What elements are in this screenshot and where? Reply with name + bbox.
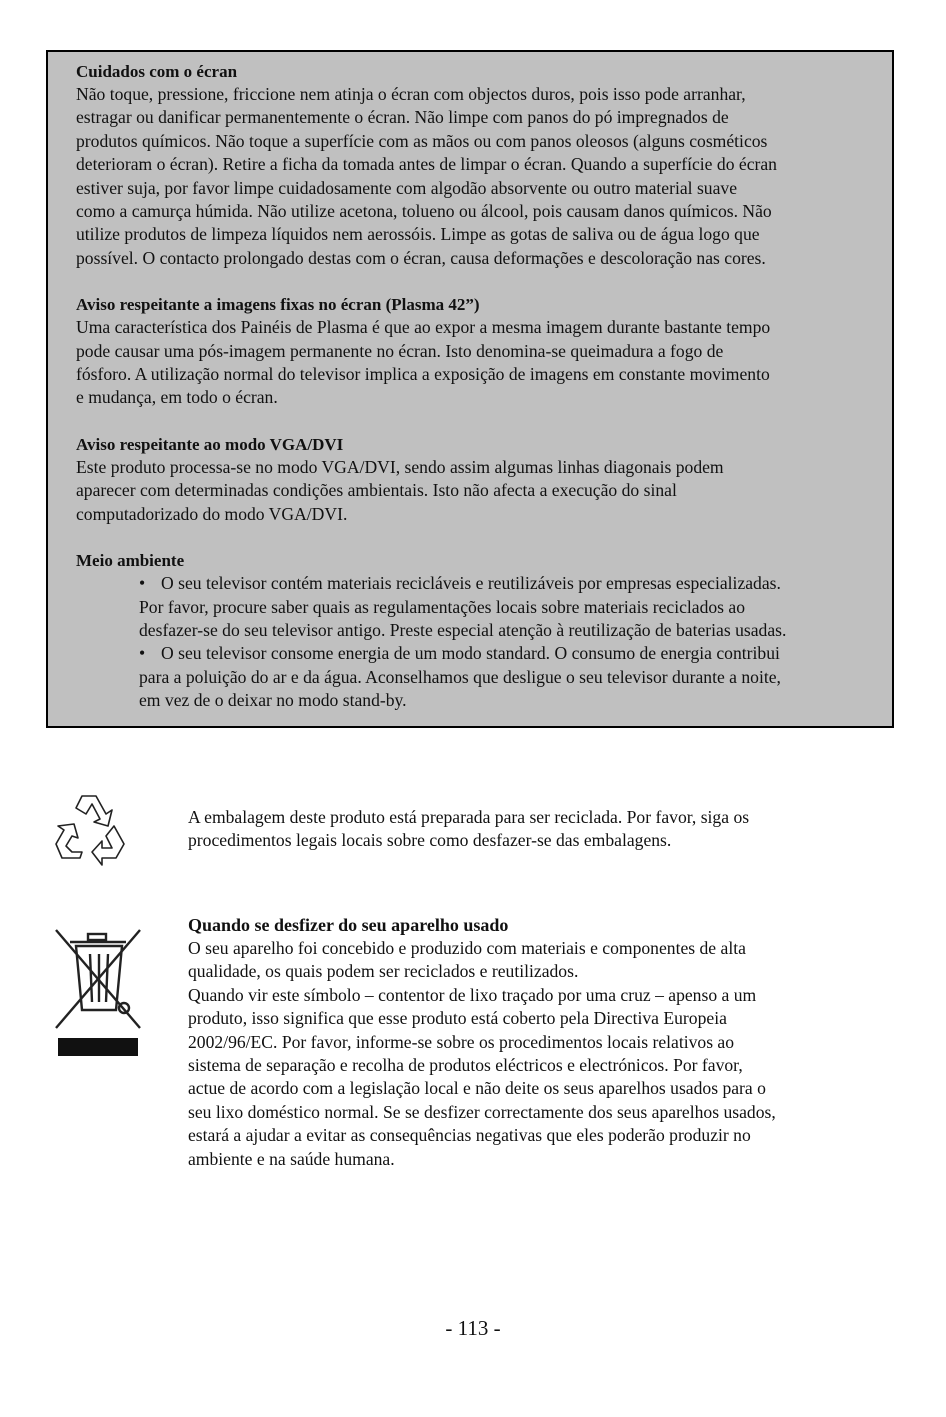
disposal-title: Quando se desfizer do seu aparelho usado <box>188 915 509 935</box>
environment-bullet-1: O seu televisor contém materiais recicláveis e reutilizáveis por empresas especializadas. Por favor, procure saber quais as regulamentações locais sobre materiais reciclados ao desfazer-se do seu televisor antigo. Preste especial atenção à reutilização de baterias usadas. <box>139 573 787 640</box>
list-item <box>139 572 884 642</box>
environment-list <box>76 572 884 712</box>
bullet-icon: • <box>139 643 146 664</box>
vga-body: Este produto processa-se no modo VGA/DVI, sendo assim algumas linhas diagonais podem aparecer com determinadas condições ambientais. Isto não afecta a execução do sinal computadorizado do modo VGA/DVI. <box>76 456 724 524</box>
bullet-icon: • <box>139 573 146 594</box>
care-body: Não toque, pressione, friccione nem atinja o écran com objectos duros, pois isso pode arranhar, estragar ou danificar permanentemente o écran. Não limpe com panos do pó impregnados de produtos químicos. Não toque a superfície com as mãos ou com panos oleosos (alguns cosméticos deterioram o écran). Retire a ficha da tomada antes de limpar o écran. Quando a superfície do écran estiver suja, por favor limpe cuidadosamente com algodão absorvente ou outro material suave como a camurça húmida. Não utilize acetona, tolueno ou álcool, pois causam danos químicos. Não utilize produtos de limpeza líquidos nem aerossóis. Limpe as gotas de saliva ou de água logo que possível. O contacto prolongado destas com o écran, causa deformações e descoloração nas cores. <box>76 84 777 268</box>
vga-title: Aviso respeitante ao modo VGA/DVI <box>76 434 344 454</box>
environment-title: Meio ambiente <box>76 551 185 571</box>
page-number: - 113 - <box>445 1316 501 1340</box>
still-images-body: Uma característica dos Painéis de Plasma é que ao expor a mesma imagem durante bastante tempo pode causar uma pós-imagem permanente no écran. Isto denomina-se queimadura a fogo de fósforo. A utilização normal do televisor implica a exposição de imagens em constante movimento e mudança, em todo o écran. <box>76 317 771 408</box>
packaging-text: A embalagem deste produto está preparada para ser reciclada. Por favor, siga os procedimentos legais locais sobre como desfazer-se das embalagens. <box>188 807 750 851</box>
disposal-body: O seu aparelho foi concebido e produzido com materiais e componentes de alta qualidade, os quais podem ser reciclados e reutilizados. Quando vir este símbolo – contentor de lixo traçado por uma cruz – apenso a um produto, isso significa que esse produto está coberto pela Directiva Europeia 2002/96/EC. Por favor, informe-se sobre os procedimentos locais relativos ao sistema de separação e recolha de produtos eléctricos e electrónicos. Por favor, actue de acordo com a legislação local e não deite os seus aparelhos usados para o seu lixo doméstico normal. Se se desfizer correctamente dos seus aparelhos usados, estará a ajudar a evitar as consequências negativas que eles poderão produzir no ambiente e na saúde humana. <box>188 938 776 1169</box>
crossed-bin-icon <box>52 924 146 1060</box>
environment-bullet-2: O seu televisor consome energia de um modo standard. O consumo de energia contribui para a poluição do ar e da água. Aconselhamos que desligue o seu televisor durante a noite, em vez de o deixar no modo stand-by. <box>139 643 781 711</box>
recycle-icon <box>52 786 132 868</box>
care-title: Cuidados com o écran <box>76 62 238 81</box>
notice-box <box>46 50 894 728</box>
still-images-title: Aviso respeitante a imagens fixas no écran (Plasma 42”) <box>76 295 480 315</box>
list-item <box>139 642 884 712</box>
notice-content <box>76 60 884 713</box>
disposal-section <box>188 913 888 1171</box>
